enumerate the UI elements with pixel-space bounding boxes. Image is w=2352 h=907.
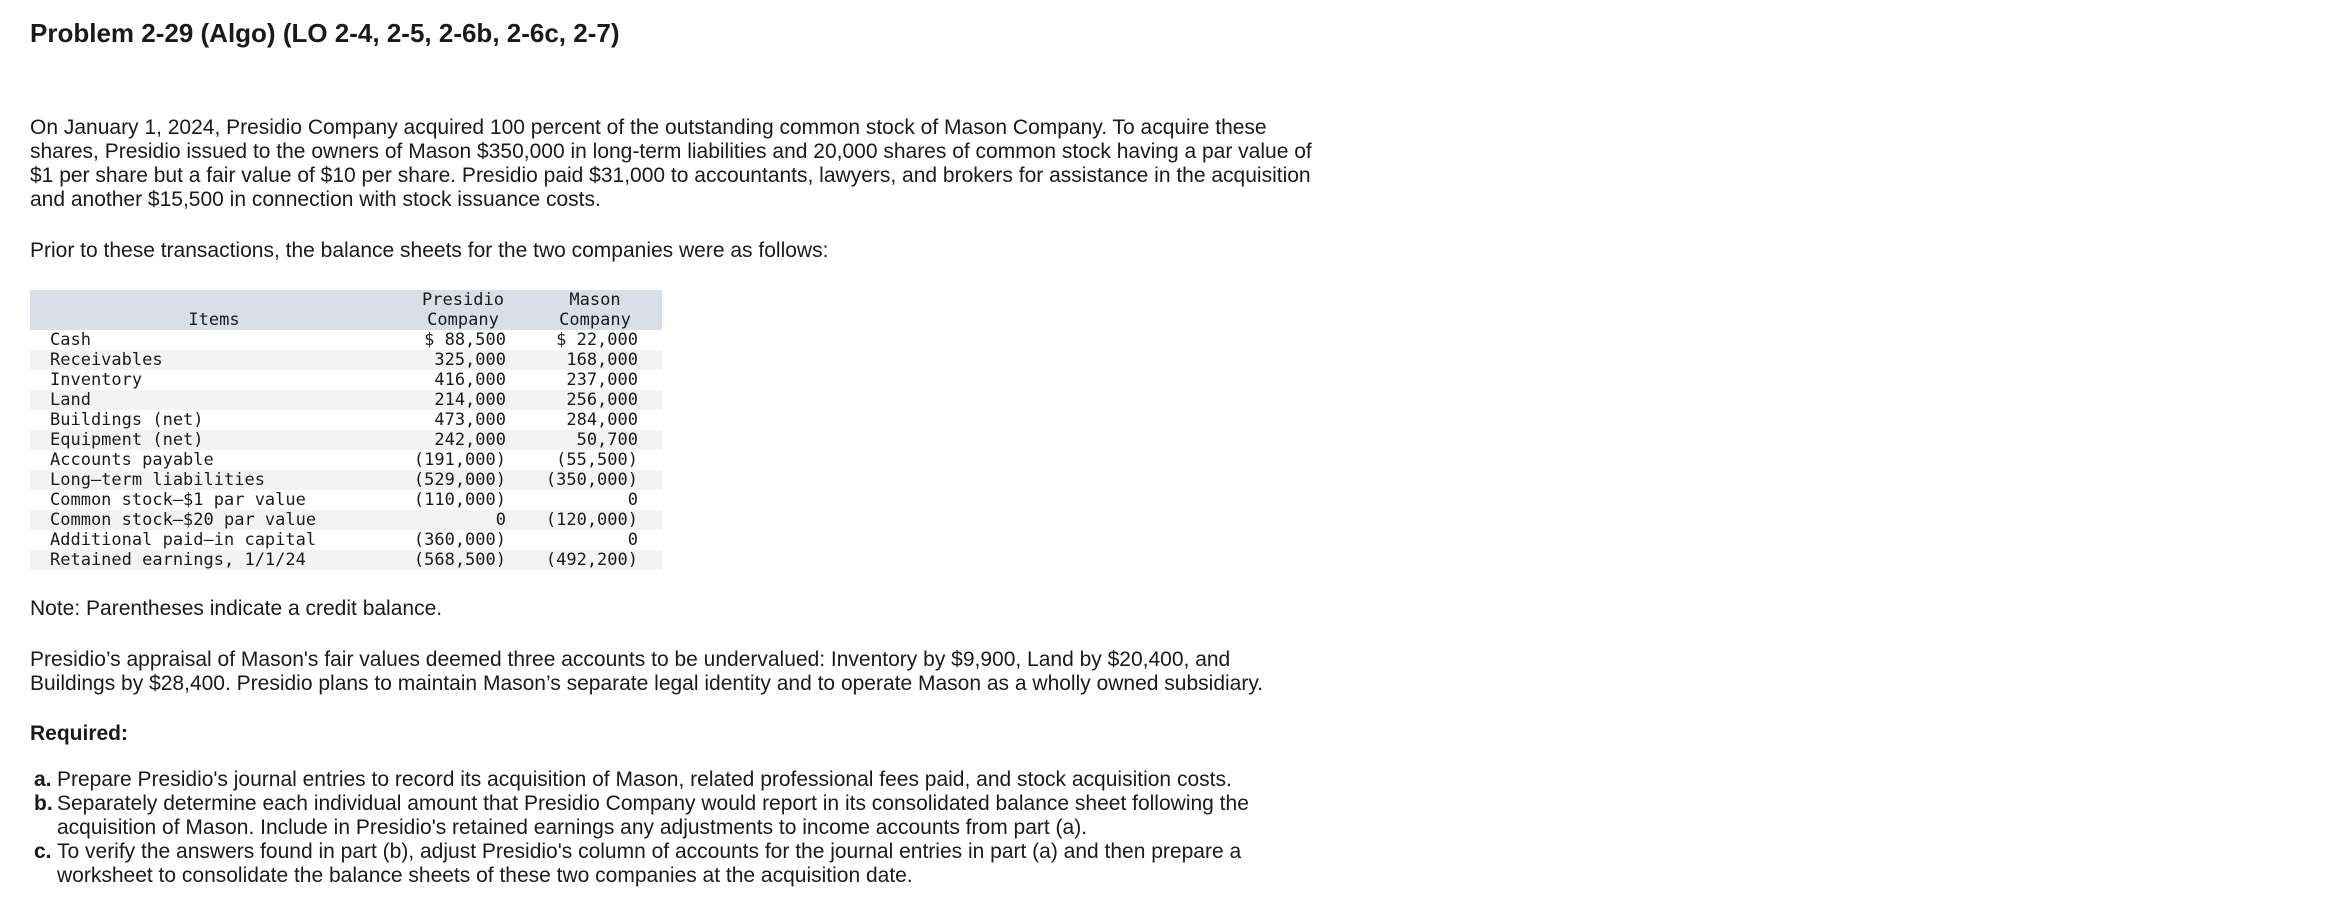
- required-letter: b.: [34, 792, 53, 815]
- balance-sheet-table: [30, 290, 662, 570]
- table-body: [30, 330, 662, 570]
- row-item: Common stock–$1 par value: [50, 490, 306, 510]
- row-presidio-value: 473,000: [434, 410, 506, 430]
- table-row: [30, 390, 662, 410]
- row-mason-value: 256,000: [528, 390, 662, 410]
- row-item: Receivables: [30, 350, 398, 370]
- required-text: To verify the answers found in part (b), adjust Presidio's column of accounts for the journal entries in part (a) and then prepare a worksheet to consolidate the balance sheets of these two companies at the acquisition date.: [57, 840, 1242, 887]
- required-text: Prepare Presidio's journal entries to record its acquisition of Mason, related professional fees paid, and stock acquisition costs.: [57, 768, 1232, 791]
- row-presidio-value: 214,000: [398, 390, 528, 410]
- table-row: [30, 510, 662, 530]
- row-item: Long–term liabilities: [30, 470, 398, 490]
- table-row: [30, 370, 662, 390]
- required-heading: Required:: [30, 722, 129, 745]
- row-item: Inventory: [50, 370, 143, 390]
- row-presidio-value: $ 88,500: [424, 330, 506, 350]
- required-letter: a.: [34, 768, 52, 791]
- row-mason-value: (55,500): [556, 450, 638, 470]
- table-row: [30, 490, 662, 510]
- required-item-a: [30, 768, 1320, 792]
- row-item: Equipment (net): [30, 430, 398, 450]
- row-item: Additional paid–in capital: [50, 530, 317, 550]
- required-item-b: [30, 792, 1320, 840]
- row-presidio-value: (110,000): [413, 490, 506, 510]
- row-item: Buildings (net): [50, 410, 204, 430]
- required-letter: c.: [34, 840, 52, 863]
- note-paragraph: Note: Parentheses indicate a credit balance.: [30, 597, 443, 620]
- row-item: Common stock–$20 par value: [30, 510, 398, 530]
- required-list: [30, 768, 1320, 888]
- table-row: [30, 330, 662, 350]
- prior-paragraph: Prior to these transactions, the balance sheets for the two companies were as follows:: [30, 239, 829, 262]
- table-row: [30, 470, 662, 490]
- row-mason-value: (350,000): [528, 470, 662, 490]
- row-mason-value: 237,000: [566, 370, 638, 390]
- row-item: Land: [30, 390, 398, 410]
- row-mason-value: $ 22,000: [556, 330, 638, 350]
- row-presidio-value: 325,000: [398, 350, 528, 370]
- row-mason-value: (492,200): [528, 550, 662, 570]
- row-presidio-value: (529,000): [398, 470, 528, 490]
- row-presidio-value: (191,000): [413, 450, 506, 470]
- table-row: [30, 530, 662, 550]
- header-presidio: Presidio Company: [398, 290, 528, 330]
- row-mason-value: 284,000: [566, 410, 638, 430]
- table-row: [30, 430, 662, 450]
- header-mason: Mason Company: [528, 290, 662, 330]
- row-presidio-value: 0: [398, 510, 528, 530]
- row-mason-value: (120,000): [528, 510, 662, 530]
- row-mason-value: 0: [627, 490, 638, 510]
- row-item: Accounts payable: [50, 450, 214, 470]
- row-mason-value: 50,700: [528, 430, 662, 450]
- table-row: [30, 350, 662, 370]
- header-items: Items: [30, 290, 398, 330]
- table-row: [30, 410, 662, 430]
- row-mason-value: 0: [627, 530, 638, 550]
- row-presidio-value: 416,000: [434, 370, 506, 390]
- table-row: [30, 550, 662, 570]
- table-header-row: [30, 290, 662, 330]
- required-item-c: [30, 840, 1320, 888]
- row-item: Retained earnings, 1/1/24: [30, 550, 398, 570]
- row-item: Cash: [50, 330, 91, 350]
- required-text: Separately determine each individual amount that Presidio Company would report in its consolidated balance sheet following the acquisition of Mason. Include in Presidio's retained earnings any adjustments to income accounts from part (a).: [57, 792, 1249, 839]
- row-mason-value: 168,000: [528, 350, 662, 370]
- intro-paragraph: On January 1, 2024, Presidio Company acquired 100 percent of the outstanding common stock of Mason Company. To acquire these shares, Presidio issued to the owners of Mason $350,000 in long-term liabilities and 20,000 shares of common stock having a par value of $1 per share but a fair value of $10 per share. Presidio paid $31,000 to accountants, lawyers, and brokers for assistance in the acquisition and another $15,500 in connection with stock issuance costs.: [30, 116, 1312, 211]
- problem-title: Problem 2-29 (Algo) (LO 2-4, 2-5, 2-6b, 2-6c, 2-7): [30, 18, 620, 48]
- appraisal-paragraph: Presidio’s appraisal of Mason's fair values deemed three accounts to be undervalued: Inventory by $9,900, Land by $20,400, and Buildings by $28,400. Presidio plans to maintain Mason’s separate legal identity and to operate Mason as a wholly owned subsidiary.: [30, 648, 1264, 695]
- table-row: [30, 450, 662, 470]
- row-presidio-value: (360,000): [413, 530, 506, 550]
- row-presidio-value: (568,500): [398, 550, 528, 570]
- row-presidio-value: 242,000: [398, 430, 528, 450]
